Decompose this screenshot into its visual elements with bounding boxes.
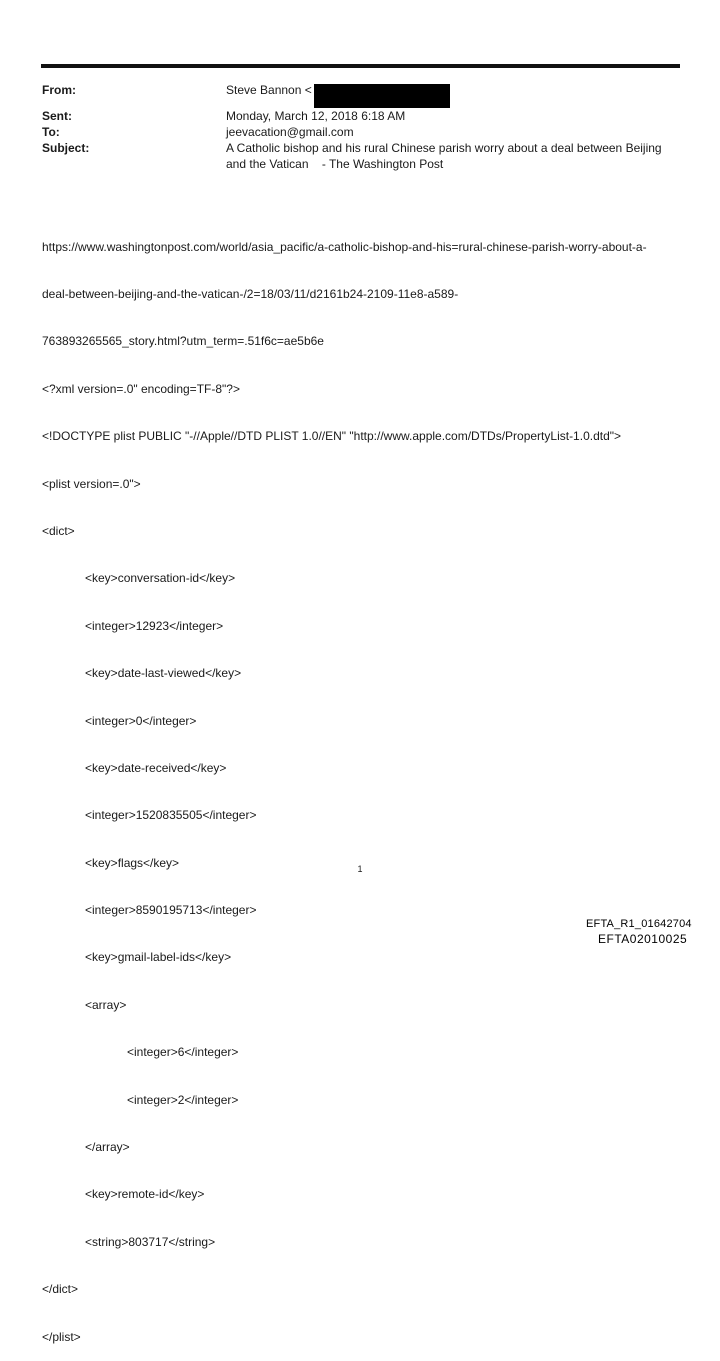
subject-row — [42, 140, 672, 172]
plist-line: <string>803717</string> — [85, 1234, 216, 1249]
sent-label: Sent: — [42, 109, 72, 123]
subject-label: Subject: — [42, 141, 90, 155]
url-line: 763893265565_story.html?utm_term=.51f6c=ae5b6e — [42, 334, 324, 349]
from-row — [42, 82, 672, 108]
email-body — [42, 208, 672, 1361]
page-number: 1 — [357, 864, 363, 874]
plist-line: </array> — [85, 1140, 130, 1155]
plist-line: <key>conversation-id</key> — [85, 571, 236, 586]
sent-row — [42, 108, 672, 124]
plist-line: <integer>2</integer> — [127, 1092, 239, 1107]
dict-close: </dict> — [42, 1282, 79, 1297]
plist-line: <key>flags</key> — [85, 855, 180, 870]
header-divider — [41, 64, 680, 68]
url-line: https://www.washingtonpost.com/world/asia_pacific/a-catholic-bishop-and-his=rural-chinese-parish-worry-about-a- — [42, 239, 647, 254]
doctype-line: <!DOCTYPE plist PUBLIC "-//Apple//DTD PLIST 1.0//EN" "http://www.apple.com/DTDs/PropertyList-1.0.dtd"> — [42, 429, 622, 444]
xml-declaration: <?xml version=.0" encoding=TF-8"?> — [42, 381, 240, 396]
bates-stamp-secondary: EFTA02010025 — [598, 932, 688, 946]
plist-line: <key>date-last-viewed</key> — [85, 666, 242, 681]
plist-line: <integer>6</integer> — [127, 1045, 239, 1060]
plist-line: <key>date-received</key> — [85, 760, 227, 775]
bates-stamp: EFTA_R1_01642704 — [586, 918, 692, 930]
plist-line: <key>remote-id</key> — [85, 1187, 205, 1202]
plist-line: <integer>1520835505</integer> — [85, 808, 257, 823]
from-sender: Steve Bannon < — [226, 83, 312, 97]
plist-line: <array> — [85, 997, 127, 1012]
plist-open: <plist version=.0"> — [42, 476, 141, 491]
subject-value: A Catholic bishop and his rural Chinese parish worry about a deal between Beijing and the Vatican - The Washington Post — [226, 141, 662, 171]
redaction-block — [314, 84, 450, 108]
from-value — [226, 82, 672, 108]
plist-close: </plist> — [42, 1329, 81, 1344]
email-header — [42, 82, 672, 172]
to-value: jeevacation@gmail.com — [226, 125, 354, 139]
sent-value: Monday, March 12, 2018 6:18 AM — [226, 109, 406, 123]
plist-line: <integer>8590195713</integer> — [85, 903, 257, 918]
dict-open: <dict> — [42, 523, 75, 538]
from-label: From: — [42, 83, 76, 97]
url-line: deal-between-beijing-and-the-vatican-/2=18/03/11/d2161b24-2109-11e8-a589- — [42, 286, 459, 301]
plist-line: <integer>12923</integer> — [85, 618, 224, 633]
to-label: To: — [42, 125, 60, 139]
plist-line: <integer>0</integer> — [85, 713, 197, 728]
plist-line: <key>gmail-label-ids</key> — [85, 950, 232, 965]
to-row — [42, 124, 672, 140]
